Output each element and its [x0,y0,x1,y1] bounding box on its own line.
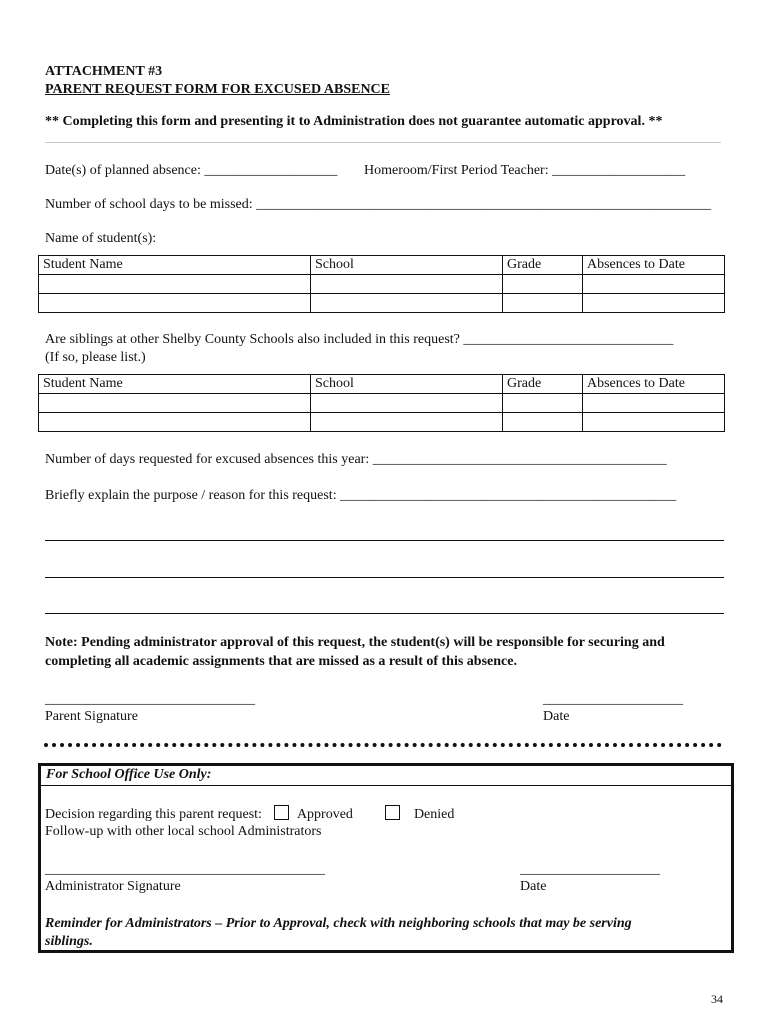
reminder-line: Reminder for Administrators – Prior to Approval, check with neighboring schools that may be serving [45,916,632,931]
table-cell[interactable] [583,394,725,413]
planned-absence-dates-field[interactable]: Date(s) of planned absence: ___________________ [45,163,338,178]
table-row [39,294,725,313]
approved-label: Approved [296,807,353,822]
school-days-missed-field[interactable]: Number of school days to be missed: _________________________________________________________________ [45,197,712,212]
column-header: Absences to Date [583,375,725,394]
table-cell[interactable] [39,413,311,432]
table-cell[interactable] [39,275,311,294]
parent-date-label: Date [543,709,570,724]
form-title: PARENT REQUEST FORM FOR EXCUSED ABSENCE [45,82,391,97]
column-header: Absences to Date [583,256,725,275]
followup-label: Follow-up with other local school Administrators [45,824,322,839]
table-cell[interactable] [583,413,725,432]
table-cell[interactable] [39,394,311,413]
office-use-heading: For School Office Use Only: [46,767,212,782]
decision-label: Decision regarding this parent request: [45,807,262,822]
table-row [39,413,725,432]
column-header: School [311,375,503,394]
parent-signature-label: Parent Signature [45,709,138,724]
siblings-note: (If so, please list.) [45,350,146,365]
attachment-label: ATTACHMENT #3 [45,64,163,79]
column-header: Student Name [39,375,311,394]
note-line: Note: Pending administrator approval of this request, the student(s) will be responsible for securing and [45,635,665,650]
table-row [39,275,725,294]
header-divider [45,142,721,143]
denied-label: Denied [413,807,455,822]
office-heading-divider [38,785,734,786]
table-header-row [39,375,725,394]
column-header: Grade [503,256,583,275]
table-cell[interactable] [39,294,311,313]
purpose-line[interactable] [45,613,724,614]
disclaimer: ** Completing this form and presenting it to Administration does not guarantee automatic approval. ** [45,114,663,129]
days-requested-field[interactable]: Number of days requested for excused absences this year: __________________________________________ [45,452,667,467]
purpose-line[interactable] [45,540,724,541]
table-cell[interactable] [583,275,725,294]
table-cell[interactable] [503,394,583,413]
admin-signature-line[interactable]: ________________________________________ [45,862,325,877]
siblings-table [38,374,725,432]
admin-date-label: Date [520,879,547,894]
column-header: Student Name [39,256,311,275]
table-cell[interactable] [311,394,503,413]
cut-line-divider [44,743,722,747]
table-cell[interactable] [503,275,583,294]
students-table [38,255,725,313]
column-header: School [311,256,503,275]
homeroom-teacher-field[interactable]: Homeroom/First Period Teacher: ___________________ [364,163,686,178]
parent-date-line[interactable]: ____________________ [543,692,683,707]
approved-checkbox[interactable] [274,805,289,820]
table-cell[interactable] [311,413,503,432]
table-row [39,394,725,413]
denied-checkbox[interactable] [385,805,400,820]
decision-row [45,805,454,823]
siblings-question-field[interactable]: Are siblings at other Shelby County Schools also included in this request? ______________________________ [45,332,674,347]
note-line: completing all academic assignments that are missed as a result of this absence. [45,654,517,669]
table-cell[interactable] [311,294,503,313]
table-header-row [39,256,725,275]
table-cell[interactable] [311,275,503,294]
table-cell[interactable] [583,294,725,313]
table-cell[interactable] [503,294,583,313]
admin-date-line[interactable]: ____________________ [520,862,660,877]
purpose-field[interactable]: Briefly explain the purpose / reason for this request: ________________________________________________ [45,488,677,503]
reminder-line: siblings. [45,934,93,949]
student-names-label: Name of student(s): [45,231,157,246]
admin-signature-label: Administrator Signature [45,879,181,894]
page-number: 34 [711,992,723,1006]
column-header: Grade [503,375,583,394]
purpose-line[interactable] [45,577,724,578]
table-cell[interactable] [503,413,583,432]
parent-signature-line[interactable]: ______________________________ [45,692,255,707]
